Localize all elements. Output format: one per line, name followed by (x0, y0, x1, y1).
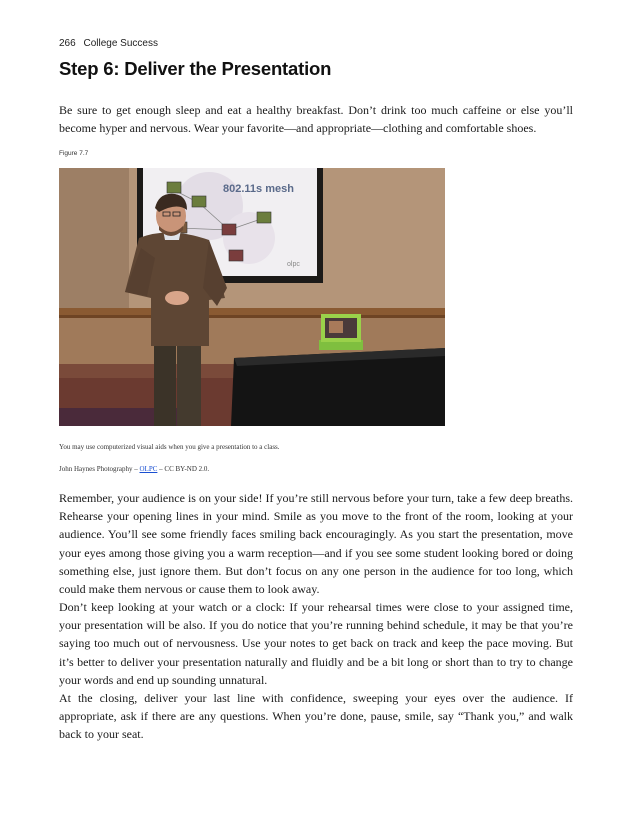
paragraph-intro: Be sure to get enough sleep and eat a healthy breakfast. Don’t drink too much caffeine or else you’ll become hyper and nervous. Wear your favorite—and appropriate—clothing and comfortable shoes. (59, 103, 573, 136)
figure-label: Figure 7.7 (59, 150, 89, 157)
credit-suffix: – CC BY-ND 2.0. (157, 465, 210, 473)
page-number: 266 (59, 38, 76, 49)
paragraph-audience: Remember, your audience is on your side! If you’re still nervous before your turn, take a few deep breaths. Rehearse your opening lines in your mind. Smile as you move to the front of the room, looking at your audience. You’ll see some friendly faces smiling back encouragingly. As you start the presentation, move your eyes among those giving you a warm reception—and if you see some student looking bored or doing something else, just ignore them. But don’t focus on any one person in the audience for too long, which could make them nervous or cause them to look away. (59, 491, 573, 597)
running-header (59, 38, 158, 49)
slide-logo-text: olpc (287, 261, 300, 268)
paragraph-closing: At the closing, deliver your last line with confidence, sweeping your eyes over the audience. If appropriate, ask if there are any questions. When you’re done, pause, smile, say “Thank you,” and walk back to your seat. (59, 691, 573, 742)
laptop (319, 314, 363, 350)
paragraph-timing: Don’t keep looking at your watch or a clock: If your rehearsal times were close to your assigned time, your presentation will be also. If you do notice that you’re running behind schedule, it may be that you’re saying too much out of nervousness. Use your notes to get back on track and keep the pace moving. But it’s better to deliver your presentation naturally and fluidly and be a bit long or short than to try to change your words and end up sounding unnatural. (59, 600, 573, 687)
credit-prefix: John Haynes Photography – (59, 465, 140, 473)
figure-credit (59, 465, 209, 473)
figure-caption: You may use computerized visual aids when you give a presentation to a class. (59, 443, 280, 451)
credit-link-olpc[interactable]: OLPC (139, 465, 158, 473)
figure-photo (59, 168, 445, 426)
slide-title-text: 802.11s mesh (223, 183, 294, 195)
section-title: Step 6: Deliver the Presentation (59, 58, 332, 79)
book-title: College Success (83, 38, 158, 49)
